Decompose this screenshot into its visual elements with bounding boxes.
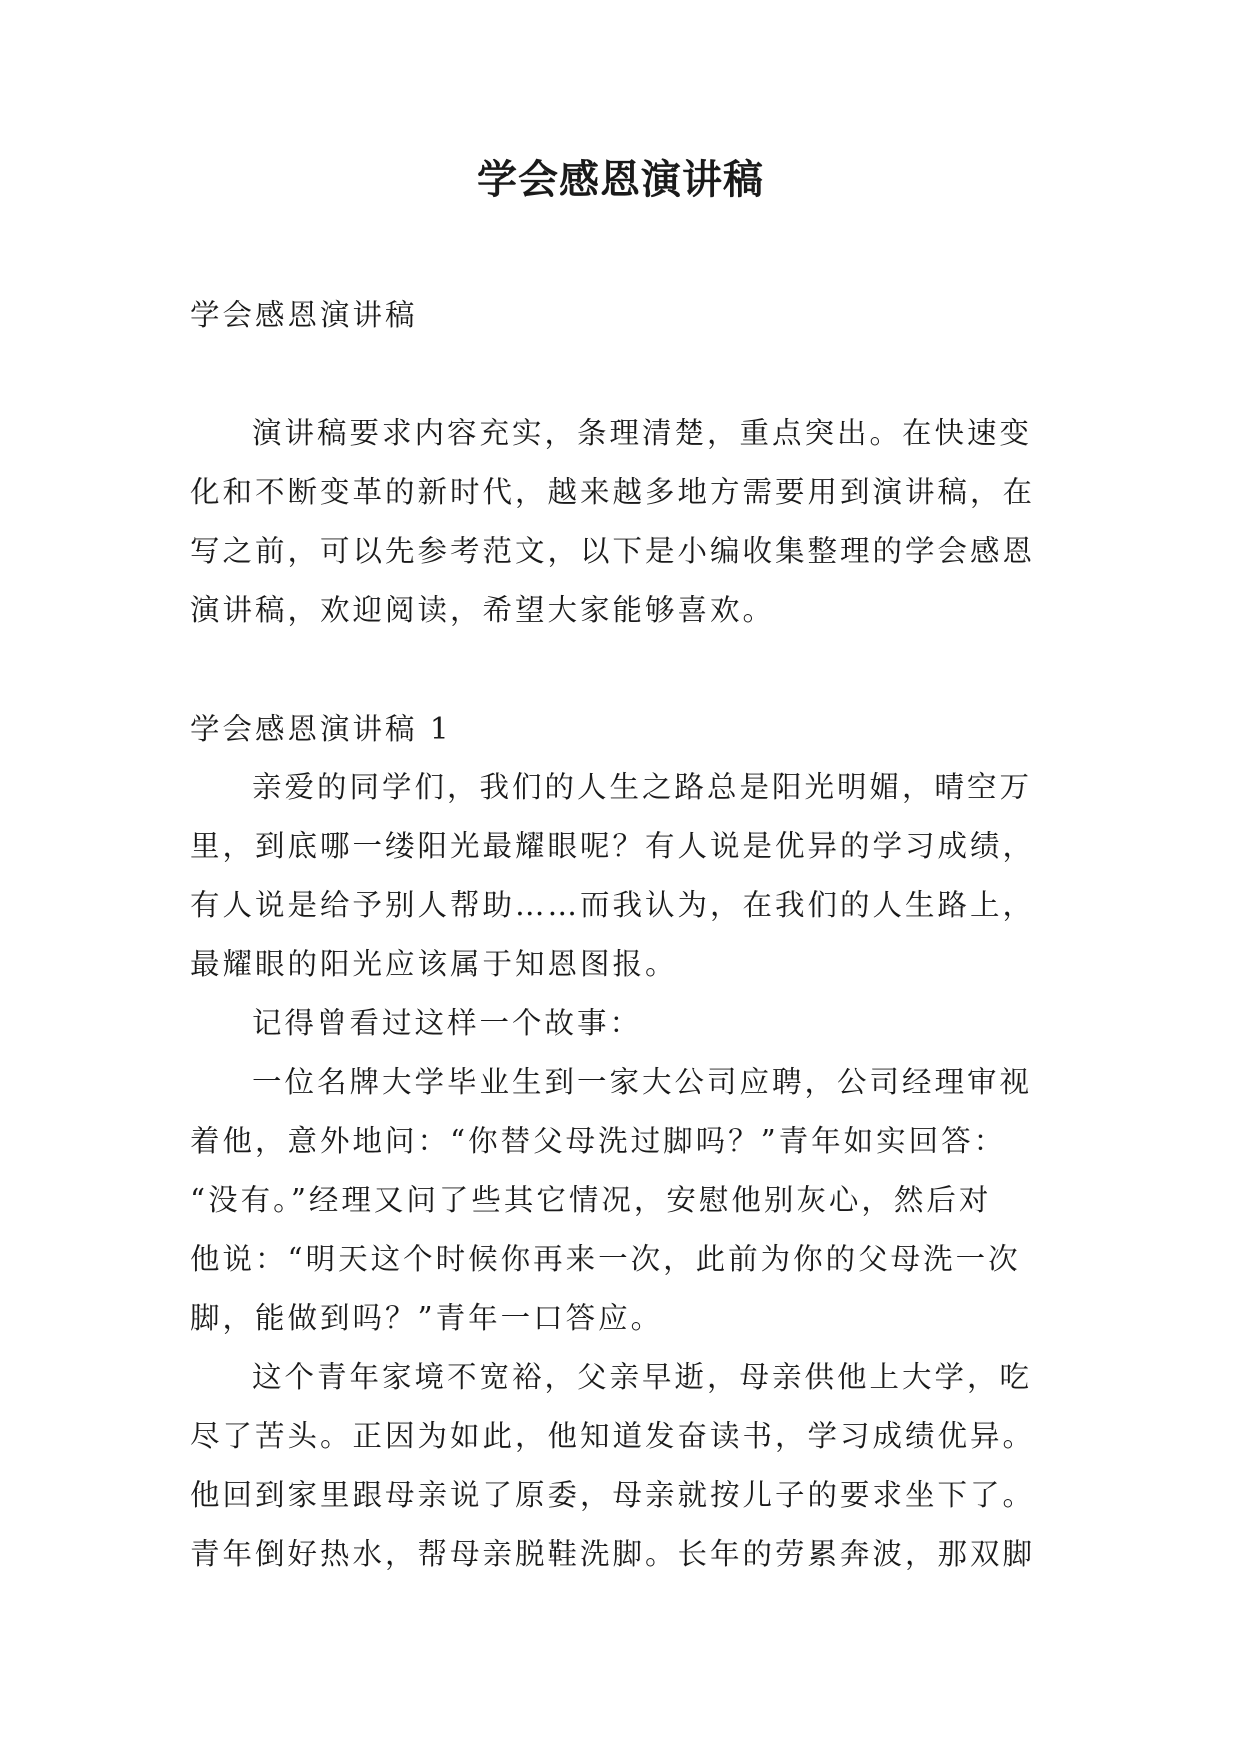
paragraph-line: 一位名牌大学毕业生到一家大公司应聘，公司经理审视 <box>252 1065 1033 1099</box>
paragraph-line: 他回到家里跟母亲说了原委，母亲就按儿子的要求坐下了。 <box>190 1478 1036 1512</box>
paragraph-line: 他说：“明天这个时候你再来一次，此前为你的父母洗一次 <box>190 1242 1021 1276</box>
intro-line: 写之前，可以先参考范文，以下是小编收集整理的学会感恩 <box>190 534 1036 568</box>
paragraph-line: 着他，意外地问：“你替父母洗过脚吗？”青年如实回答： <box>190 1124 1007 1158</box>
paragraph-line: 这个青年家境不宽裕，父亲早逝，母亲供他上大学，吃 <box>252 1360 1033 1394</box>
section-heading: 学会感恩演讲稿 1 <box>190 712 452 746</box>
paragraph-line: 里，到底哪一缕阳光最耀眼呢？有人说是优异的学习成绩， <box>190 829 1036 863</box>
paragraph-line: 最耀眼的阳光应该属于知恩图报。 <box>190 947 678 981</box>
paragraph-line: 亲爱的同学们，我们的人生之路总是阳光明媚，晴空万 <box>252 770 1033 804</box>
document-title: 学会感恩演讲稿 <box>477 157 764 203</box>
paragraph-line: “没有。”经理又问了些其它情况，安慰他别灰心，然后对 <box>190 1183 992 1217</box>
paragraph-line: 青年倒好热水，帮母亲脱鞋洗脚。长年的劳累奔波，那双脚 <box>190 1537 1036 1571</box>
paragraph-line: 记得曾看过这样一个故事： <box>252 1006 643 1040</box>
intro-line: 演讲稿，欢迎阅读，希望大家能够喜欢。 <box>190 593 776 627</box>
paragraph-line: 尽了苦头。正因为如此，他知道发奋读书，学习成绩优异。 <box>190 1419 1036 1453</box>
paragraph-line: 脚，能做到吗？”青年一口答应。 <box>190 1301 664 1335</box>
intro-line: 化和不断变革的新时代，越来越多地方需要用到演讲稿，在 <box>190 475 1036 509</box>
paragraph-line: 有人说是给予别人帮助……而我认为，在我们的人生路上， <box>190 888 1036 922</box>
intro-line: 演讲稿要求内容充实，条理清楚，重点突出。在快速变 <box>252 416 1033 450</box>
document-subtitle: 学会感恩演讲稿 <box>190 298 418 332</box>
